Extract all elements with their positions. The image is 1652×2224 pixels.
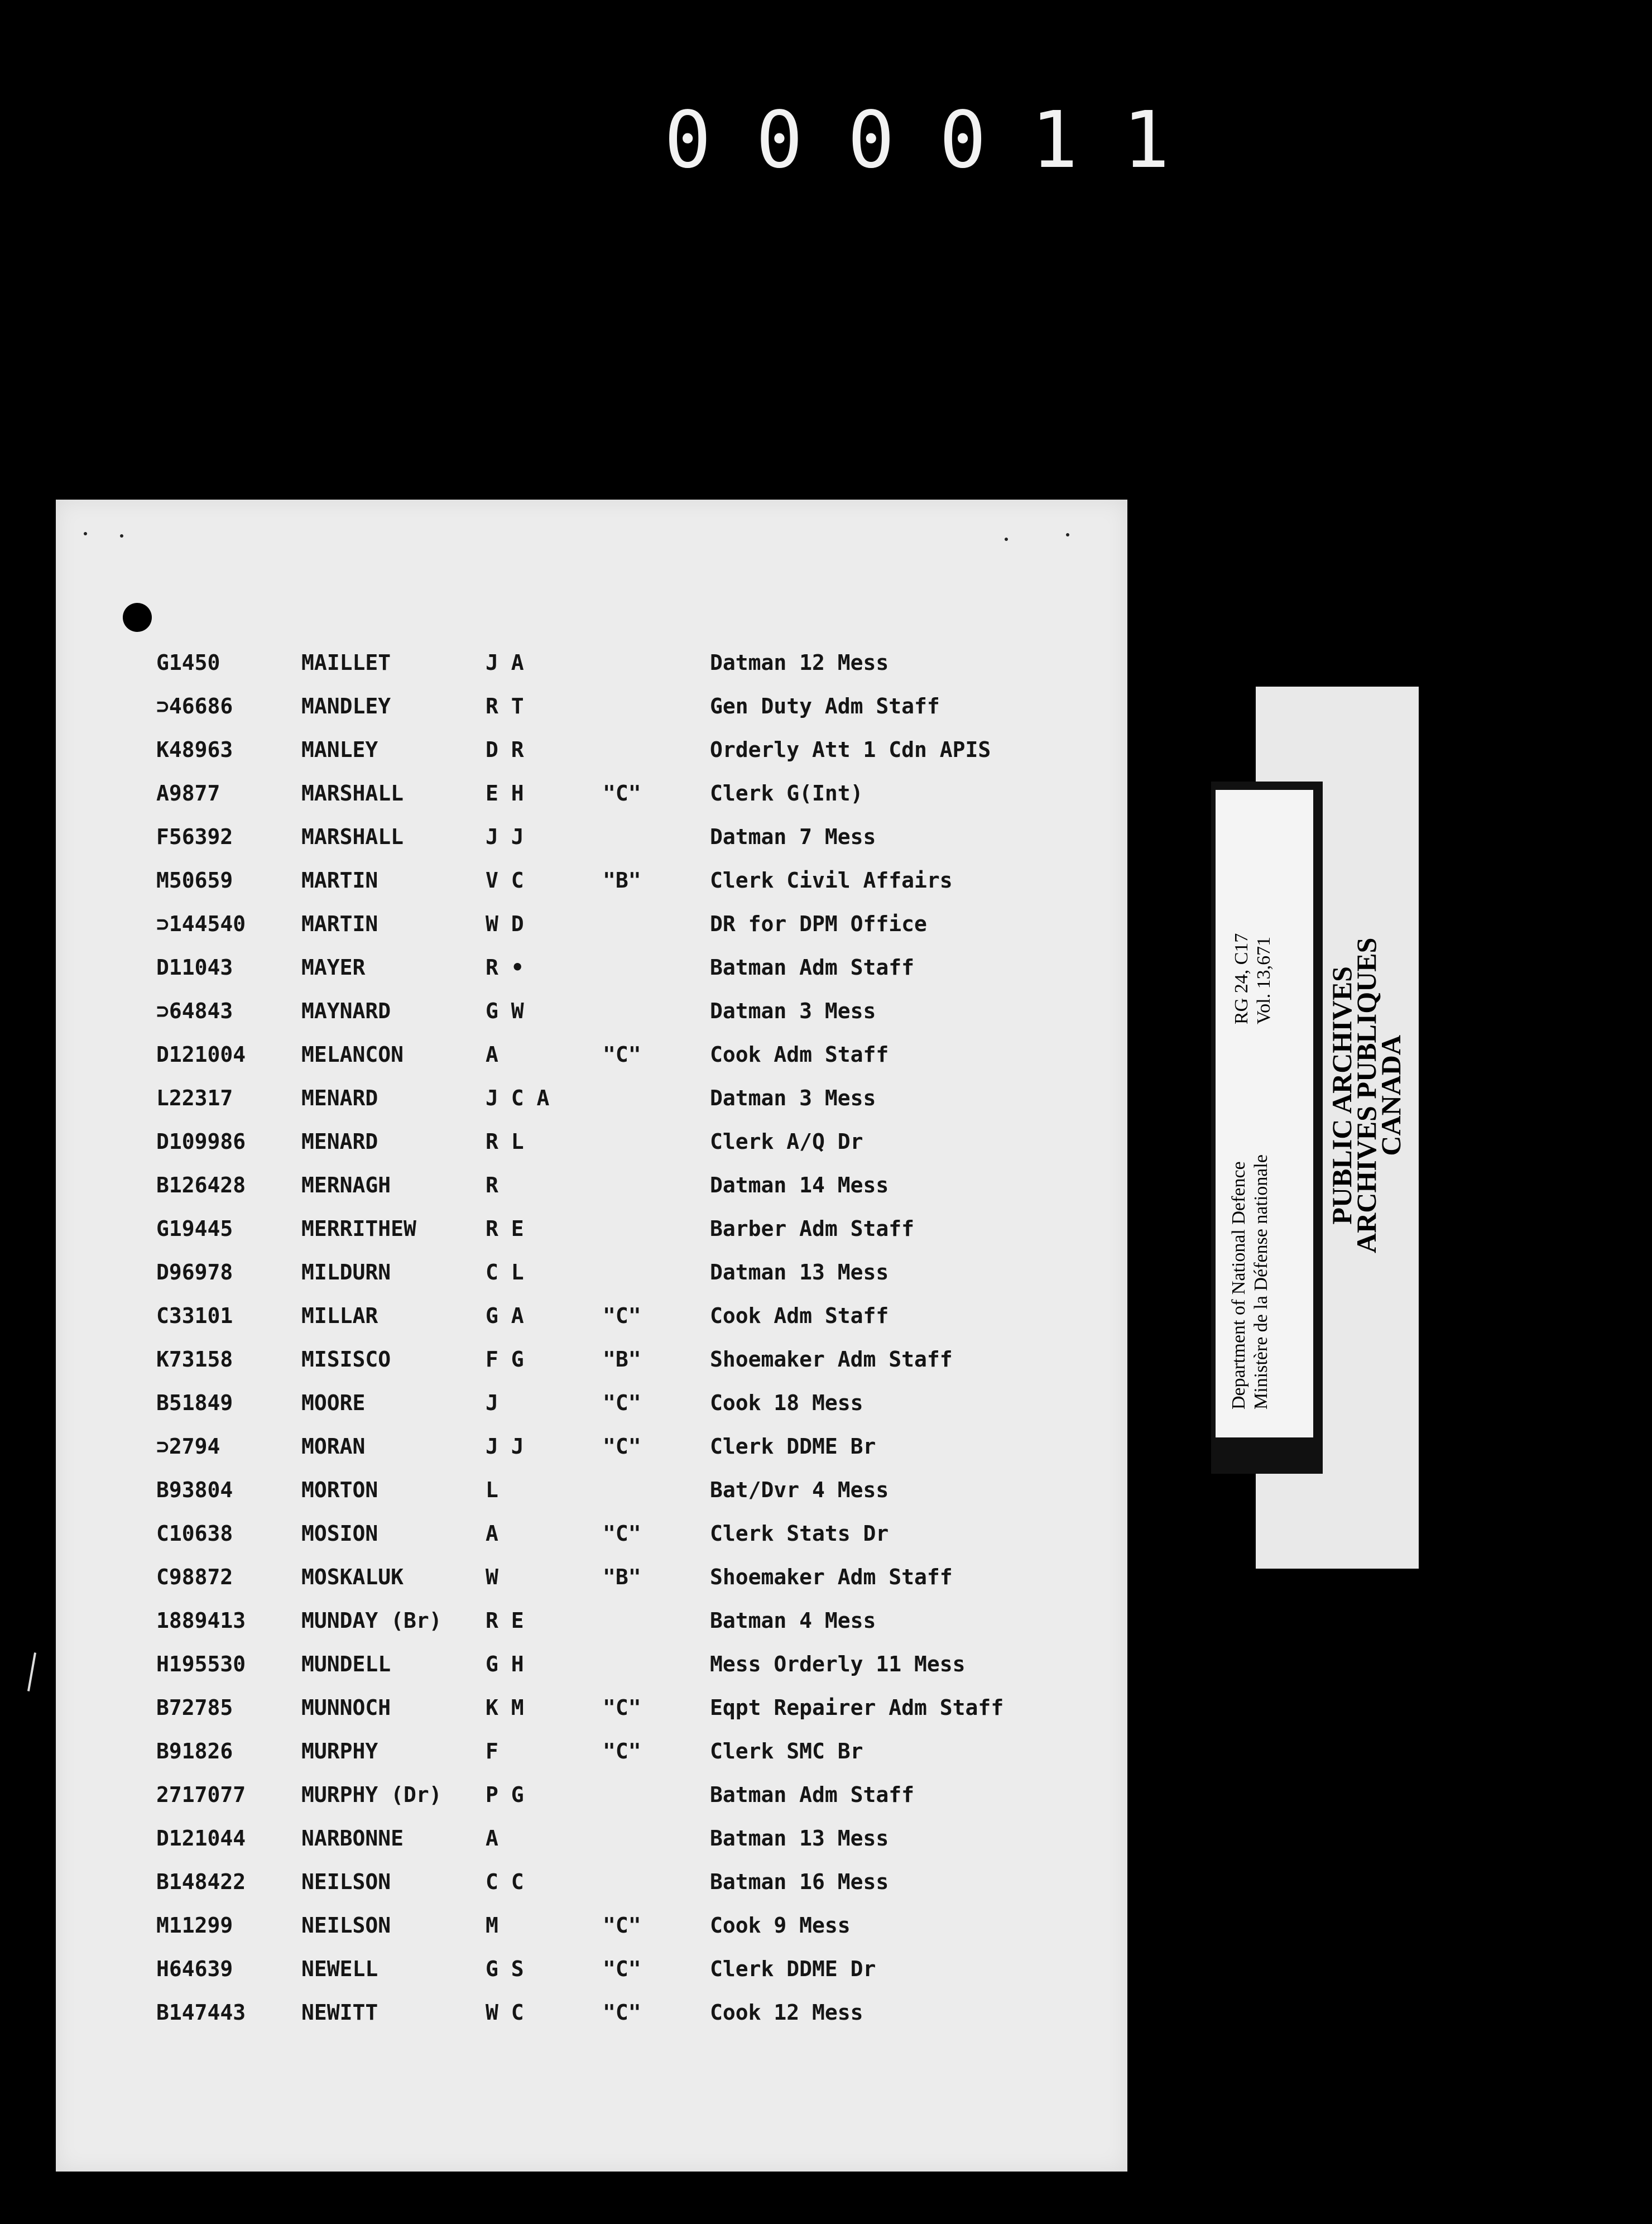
trade-grade: "B" — [603, 868, 641, 893]
roster-row — [56, 1086, 1127, 1129]
initials: W — [486, 1565, 498, 1589]
initials: G S — [486, 1957, 524, 1981]
roster-row — [56, 1260, 1127, 1303]
trade-grade: "C" — [603, 1303, 641, 1328]
surname: NARBONNE — [301, 1826, 404, 1851]
roster-row — [56, 1826, 1127, 1870]
roster-row — [56, 694, 1127, 737]
initials: R — [486, 1173, 498, 1197]
service-number: B147443 — [156, 2000, 246, 2025]
duty-assignment: Eqpt Repairer Adm Staff — [710, 1695, 1004, 1720]
service-number: B148422 — [156, 1870, 246, 1894]
initials: F G — [486, 1347, 524, 1372]
roster-row — [56, 1347, 1127, 1391]
surname: MELANCON — [301, 1042, 404, 1067]
trade-grade: "C" — [603, 1434, 641, 1459]
trade-grade: "B" — [603, 1565, 641, 1589]
duty-assignment: Batman 4 Mess — [710, 1608, 876, 1633]
surname: MARTIN — [301, 868, 378, 893]
punch-hole — [123, 603, 152, 632]
duty-assignment: Cook Adm Staff — [710, 1042, 889, 1067]
trade-grade: "C" — [603, 1695, 641, 1720]
service-number: C98872 — [156, 1565, 233, 1589]
trade-grade: "C" — [603, 1913, 641, 1938]
roster-row — [56, 650, 1127, 694]
initials: A — [486, 1521, 498, 1546]
surname: NEWITT — [301, 2000, 378, 2025]
roster-row — [56, 1957, 1127, 2000]
surname: MANDLEY — [301, 694, 391, 718]
initials: P G — [486, 1782, 524, 1807]
surname: MURPHY — [301, 1739, 378, 1763]
surname: MARTIN — [301, 912, 378, 936]
trade-grade: "C" — [603, 2000, 641, 2025]
service-number: D121004 — [156, 1042, 246, 1067]
trade-grade: "C" — [603, 1042, 641, 1067]
service-number: D109986 — [156, 1129, 246, 1154]
service-number: F56392 — [156, 825, 233, 849]
duty-assignment: Batman Adm Staff — [710, 955, 915, 980]
surname: MUNDELL — [301, 1652, 391, 1676]
service-number: A9877 — [156, 781, 220, 806]
roster-row — [56, 1478, 1127, 1521]
surname: MAYNARD — [301, 999, 391, 1023]
surname: MORTON — [301, 1478, 378, 1502]
service-number: K48963 — [156, 737, 233, 762]
surname: MERRITHEW — [301, 1216, 416, 1241]
personnel-roster — [56, 650, 1127, 2044]
initials: R E — [486, 1608, 524, 1633]
duty-assignment: Shoemaker Adm Staff — [710, 1565, 953, 1589]
surname: MENARD — [301, 1129, 378, 1154]
roster-row — [56, 868, 1127, 912]
duty-assignment: Clerk Stats Dr — [710, 1521, 889, 1546]
roster-row — [56, 781, 1127, 825]
speck — [84, 532, 87, 535]
surname: MORAN — [301, 1434, 366, 1459]
service-number: L22317 — [156, 1086, 233, 1110]
initials: J J — [486, 1434, 524, 1459]
service-number: H64639 — [156, 1957, 233, 1981]
service-number: B51849 — [156, 1391, 233, 1415]
initials: G A — [486, 1303, 524, 1328]
roster-row — [56, 737, 1127, 781]
trade-grade: "C" — [603, 1521, 641, 1546]
initials: C C — [486, 1870, 524, 1894]
surname: MENARD — [301, 1086, 378, 1110]
initials: R T — [486, 694, 524, 718]
trade-grade: "B" — [603, 1347, 641, 1372]
duty-assignment: Datman 7 Mess — [710, 825, 876, 849]
speck — [1066, 533, 1069, 536]
duty-assignment: Cook 12 Mess — [710, 2000, 863, 2025]
duty-assignment: Batman 16 Mess — [710, 1870, 889, 1894]
duty-assignment: Bat/Dvr 4 Mess — [710, 1478, 889, 1502]
roster-row — [56, 1521, 1127, 1565]
record-group: RG 24, C17 — [1231, 933, 1252, 1024]
surname: MAYER — [301, 955, 366, 980]
dept-english: Department of National Defence — [1228, 1161, 1249, 1410]
duty-assignment: Clerk G(Int) — [710, 781, 863, 806]
service-number: ⊃144540 — [156, 912, 246, 936]
duty-assignment: Gen Duty Adm Staff — [710, 694, 940, 718]
service-number: B93804 — [156, 1478, 233, 1502]
surname: MAILLET — [301, 650, 391, 675]
initials: K M — [486, 1695, 524, 1720]
frame-number: 000011 — [664, 95, 1214, 186]
initials: W C — [486, 2000, 524, 2025]
service-number: 2717077 — [156, 1782, 246, 1807]
service-number: ⊃64843 — [156, 999, 233, 1023]
initials: E H — [486, 781, 524, 806]
duty-assignment: Clerk A/Q Dr — [710, 1129, 863, 1154]
roster-row — [56, 1652, 1127, 1695]
service-number: D96978 — [156, 1260, 233, 1284]
archive-reference — [1231, 933, 1275, 1024]
roster-row — [56, 1042, 1127, 1086]
service-number: ⊃46686 — [156, 694, 233, 718]
roster-row — [56, 999, 1127, 1042]
initials: L — [486, 1478, 498, 1502]
trade-grade: "C" — [603, 1739, 641, 1763]
duty-assignment: Batman Adm Staff — [710, 1782, 915, 1807]
duty-assignment: Datman 3 Mess — [710, 1086, 876, 1110]
public-archives-fr: ARCHIVES PUBLIQUES — [1351, 937, 1382, 1253]
roster-row — [56, 1870, 1127, 1913]
service-number: C33101 — [156, 1303, 233, 1328]
margin-mark — [27, 1652, 36, 1691]
duty-assignment: Clerk DDME Dr — [710, 1957, 876, 1981]
duty-assignment: Shoemaker Adm Staff — [710, 1347, 953, 1372]
surname: MARSHALL — [301, 781, 404, 806]
initials: C L — [486, 1260, 524, 1284]
surname: MUNDAY (Br) — [301, 1608, 442, 1633]
surname: MOSKALUK — [301, 1565, 404, 1589]
trade-grade: "C" — [603, 781, 641, 806]
service-number: M11299 — [156, 1913, 233, 1938]
surname: MERNAGH — [301, 1173, 391, 1197]
roster-row — [56, 825, 1127, 868]
roster-row — [56, 1173, 1127, 1216]
surname: MILLAR — [301, 1303, 378, 1328]
duty-assignment: Datman 13 Mess — [710, 1260, 889, 1284]
archive-dept-text — [1228, 1154, 1272, 1410]
duty-assignment: Orderly Att 1 Cdn APIS — [710, 737, 991, 762]
speck — [1005, 538, 1008, 541]
service-number: G19445 — [156, 1216, 233, 1241]
roster-row — [56, 2000, 1127, 2044]
surname: MISISCO — [301, 1347, 391, 1372]
duty-assignment: Barber Adm Staff — [710, 1216, 915, 1241]
surname: MARSHALL — [301, 825, 404, 849]
roster-row — [56, 1608, 1127, 1652]
roster-row — [56, 1739, 1127, 1782]
roster-row — [56, 1303, 1127, 1347]
surname: MOORE — [301, 1391, 366, 1415]
initials: F — [486, 1739, 498, 1763]
initials: A — [486, 1826, 498, 1851]
surname: NEWELL — [301, 1957, 378, 1981]
duty-assignment: Datman 14 Mess — [710, 1173, 889, 1197]
dept-french: Ministère de la Défense nationale — [1251, 1154, 1271, 1410]
initials: J A — [486, 650, 524, 675]
initials: J — [486, 1391, 498, 1415]
surname: NEILSON — [301, 1913, 391, 1938]
archives-country: CANADA — [1375, 1034, 1406, 1156]
service-number: M50659 — [156, 868, 233, 893]
service-number: B91826 — [156, 1739, 233, 1763]
roster-row — [56, 1391, 1127, 1434]
duty-assignment: Datman 12 Mess — [710, 650, 889, 675]
initials: J J — [486, 825, 524, 849]
initials: J C A — [486, 1086, 550, 1110]
service-number: G1450 — [156, 650, 220, 675]
initials: R E — [486, 1216, 524, 1241]
initials: G W — [486, 999, 524, 1023]
service-number: C10638 — [156, 1521, 233, 1546]
service-number: K73158 — [156, 1347, 233, 1372]
roster-row — [56, 1782, 1127, 1826]
duty-assignment: Cook Adm Staff — [710, 1303, 889, 1328]
document-page — [56, 500, 1127, 2172]
roster-row — [56, 1565, 1127, 1608]
initials: V C — [486, 868, 524, 893]
initials: A — [486, 1042, 498, 1067]
service-number: H195530 — [156, 1652, 246, 1676]
service-number: 1889413 — [156, 1608, 246, 1633]
roster-row — [56, 1216, 1127, 1260]
duty-assignment: Cook 18 Mess — [710, 1391, 863, 1415]
public-archives-en: PUBLIC ARCHIVES — [1326, 966, 1357, 1225]
trade-grade: "C" — [603, 1957, 641, 1981]
duty-assignment: Clerk DDME Br — [710, 1434, 876, 1459]
surname: MURPHY (Dr) — [301, 1782, 442, 1807]
duty-assignment: Cook 9 Mess — [710, 1913, 851, 1938]
service-number: D121044 — [156, 1826, 246, 1851]
duty-assignment: Mess Orderly 11 Mess — [710, 1652, 966, 1676]
roster-row — [56, 1695, 1127, 1739]
initials: D R — [486, 737, 524, 762]
speck — [120, 534, 123, 538]
roster-row — [56, 912, 1127, 955]
roster-row — [56, 955, 1127, 999]
service-number: B126428 — [156, 1173, 246, 1197]
surname: MANLEY — [301, 737, 378, 762]
service-number: B72785 — [156, 1695, 233, 1720]
service-number: D11043 — [156, 955, 233, 980]
initials: G H — [486, 1652, 524, 1676]
duty-assignment: Datman 3 Mess — [710, 999, 876, 1023]
volume-number: Vol. 13,671 — [1254, 936, 1274, 1024]
surname: NEILSON — [301, 1870, 391, 1894]
roster-row — [56, 1434, 1127, 1478]
surname: MILDURN — [301, 1260, 391, 1284]
surname: MUNNOCH — [301, 1695, 391, 1720]
initials: W D — [486, 912, 524, 936]
roster-row — [56, 1129, 1127, 1173]
service-number: ⊃2794 — [156, 1434, 220, 1459]
duty-assignment: Clerk SMC Br — [710, 1739, 863, 1763]
duty-assignment: DR for DPM Office — [710, 912, 927, 936]
archive-stamp — [1326, 937, 1406, 1253]
duty-assignment: Clerk Civil Affairs — [710, 868, 953, 893]
roster-row — [56, 1913, 1127, 1957]
duty-assignment: Batman 13 Mess — [710, 1826, 889, 1851]
initials: R • — [486, 955, 524, 980]
initials: M — [486, 1913, 498, 1938]
initials: R L — [486, 1129, 524, 1154]
trade-grade: "C" — [603, 1391, 641, 1415]
surname: MOSION — [301, 1521, 378, 1546]
